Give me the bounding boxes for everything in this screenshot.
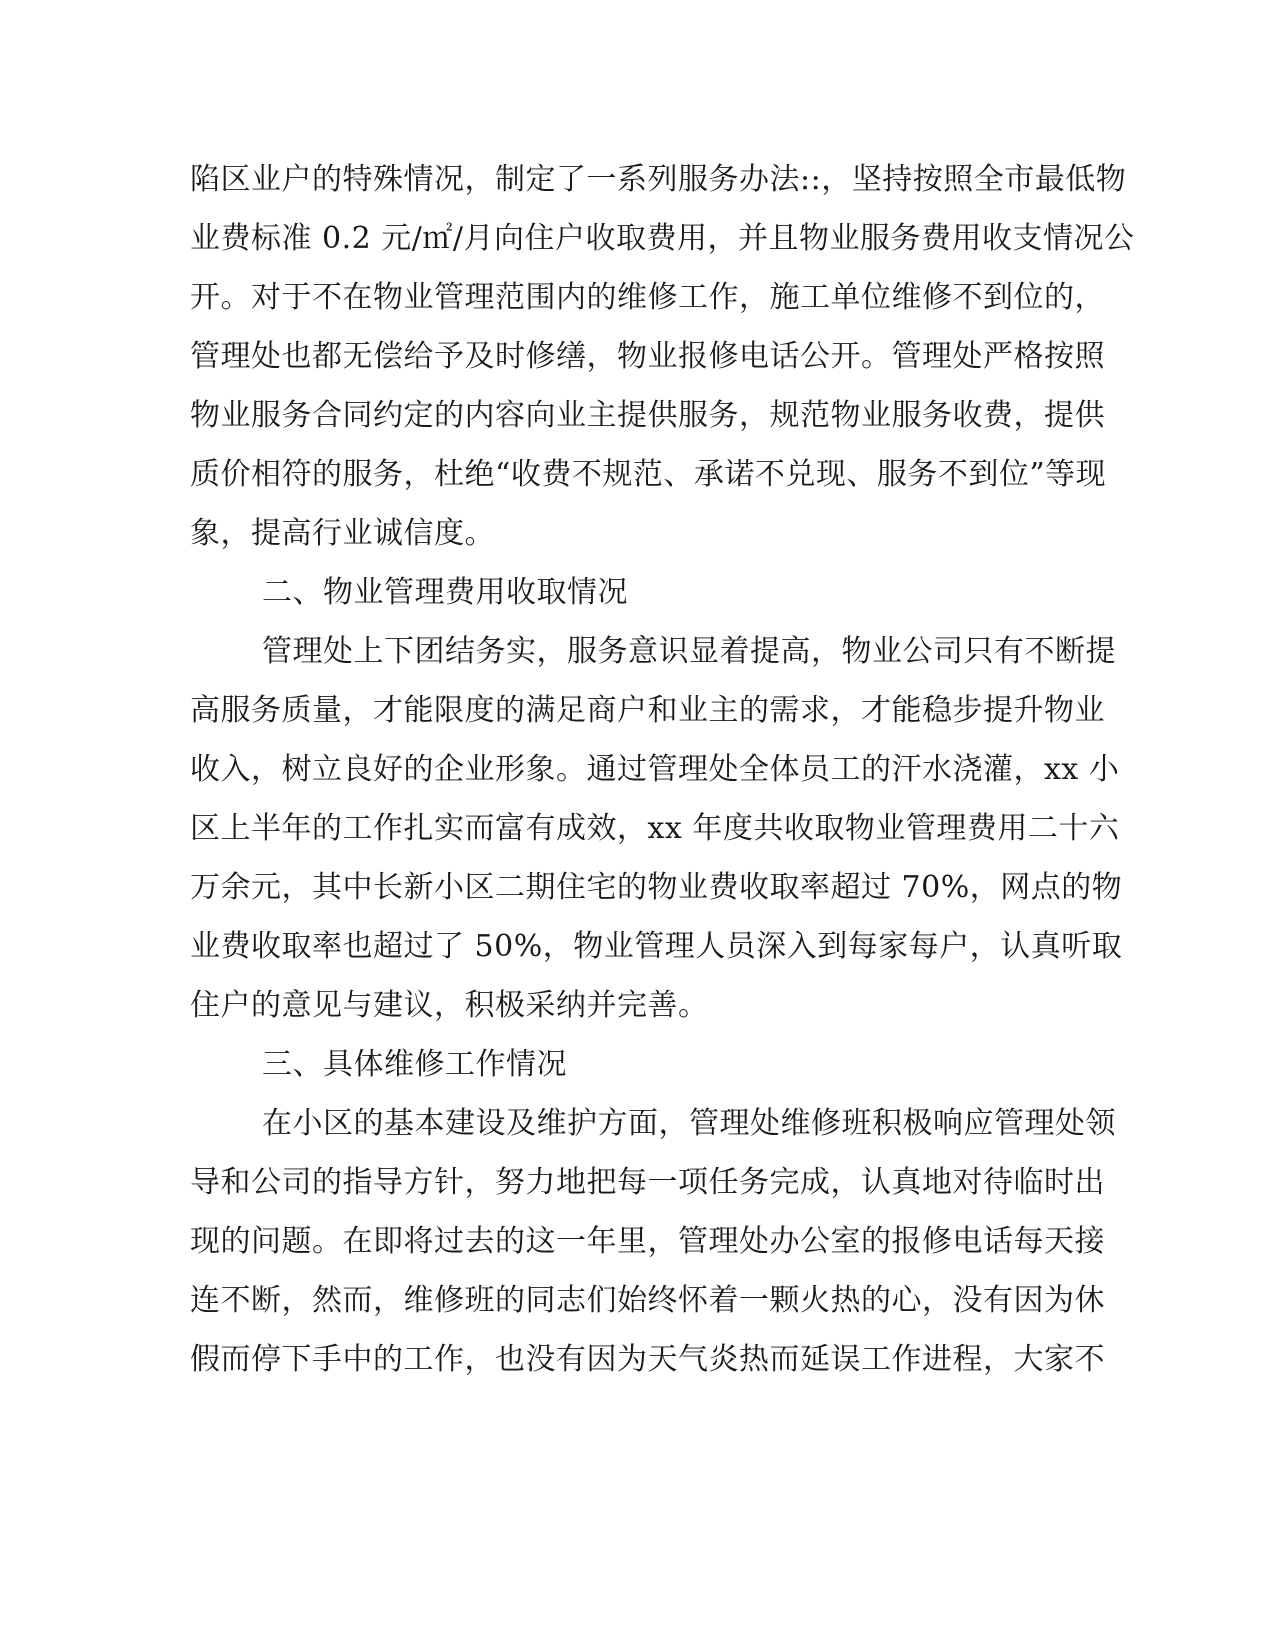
- paragraph-line: 物业服务合同约定的内容向业主提供服务，规范物业服务收费，提供: [190, 398, 1105, 433]
- paragraph-line: 万余元，其中长新小区二期住宅的物业费收取率超过 70%，网点的物: [190, 870, 1123, 905]
- paragraph-line: 管理处也都无偿给予及时修缮，物业报修电话公开。管理处严格按照: [190, 339, 1105, 374]
- section-heading: 三、具体维修工作情况: [262, 1047, 567, 1082]
- paragraph-line: 连不断，然而，维修班的同志们始终怀着一颗火热的心，没有因为休: [190, 1283, 1105, 1318]
- paragraph-line: 区上半年的工作扎实而富有成效，xx 年度共收取物业管理费用二十六: [190, 811, 1120, 846]
- paragraph-line: 导和公司的指导方针，努力地把每一项任务完成，认真地对待临时出: [190, 1165, 1105, 1200]
- paragraph-line: 在小区的基本建设及维护方面，管理处维修班积极响应管理处领: [262, 1106, 1116, 1141]
- paragraph-line: 开。对于不在物业管理范围内的维修工作，施工单位维修不到位的，: [190, 280, 1105, 315]
- paragraph-line: 管理处上下团结务实，服务意识显着提高，物业公司只有不断提: [262, 634, 1116, 669]
- paragraph-line: 收入，树立良好的企业形象。通过管理处全体员工的汗水浇灌，xx 小: [190, 752, 1120, 787]
- paragraph-line: 现的问题。在即将过去的这一年里，管理处办公室的报修电话每天接: [190, 1224, 1105, 1259]
- paragraph-line: 假而停下手中的工作，也没有因为天气炎热而延误工作进程，大家不: [190, 1342, 1105, 1377]
- paragraph-line: 陷区业户的特殊情况，制定了一系列服务办法::，坚持按照全市最低物: [190, 162, 1127, 197]
- section-heading: 二、物业管理费用收取情况: [262, 575, 628, 610]
- paragraph-line: 高服务质量，才能限度的满足商户和业主的需求，才能稳步提升物业: [190, 693, 1105, 728]
- paragraph-line: 质价相符的服务，杜绝“收费不规范、承诺不兑现、服务不到位”等现: [190, 457, 1107, 492]
- paragraph-line: 象，提高行业诚信度。: [190, 516, 495, 551]
- paragraph-line: 业费标准 0.2 元/㎡/月向住户收取费用，并且物业服务费用收支情况公: [190, 221, 1135, 256]
- paragraph-line: 住户的意见与建议，积极采纳并完善。: [190, 988, 709, 1023]
- paragraph-line: 业费收取率也超过了 50%，物业管理人员深入到每家每户，认真听取: [190, 929, 1123, 964]
